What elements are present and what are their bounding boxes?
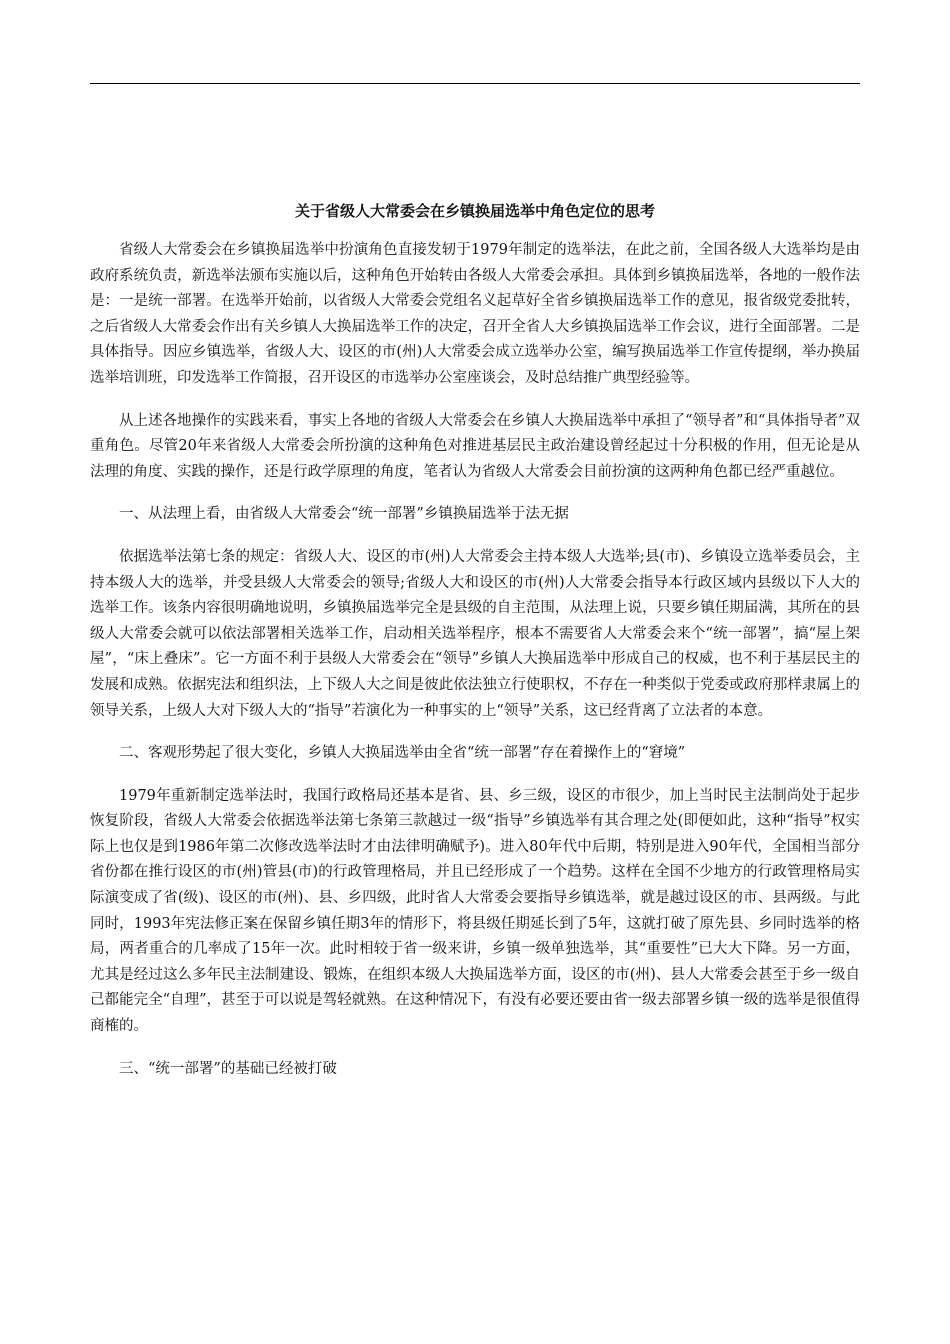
document-body bbox=[90, 238, 860, 1099]
section-heading-1: 一、从法理上看，由省级人大常委会“统一部署”乡镇换届选举于法无据 bbox=[119, 506, 569, 523]
paragraph-argument: 从上述各地操作的实践来看，事实上各地的省级人大常委会在乡镇人大换届选举中承担了“领导者”和“具体指导者”双重角色。尽管20年来省级人大常委会所扮演的这种角色对推进基层民主政治建设曾经起过十分积极的作用，但无论是从法理的角度、实践的操作，还是行政学原理的角度，笔者认为省级人大常委会目前扮演的这两种角色都已经严重越位。 bbox=[90, 412, 860, 480]
document-title: 关于省级人大常委会在乡镇换届选举中角色定位的思考 bbox=[294, 202, 655, 220]
section-heading-3: 三、“统一部署”的基础已经被打破 bbox=[119, 1060, 337, 1077]
section-heading-2: 二、客观形势起了很大变化，乡镇人大换届选举由全省“统一部署”存在着操作上的“窘境” bbox=[119, 745, 686, 762]
header-rule bbox=[90, 83, 860, 84]
paragraph-section-2: 1979年重新制定选举法时，我国行政格局还基本是省、县、乡三级，设区的市很少，加上当时民主法制尚处于起步恢复阶段，省级人大常委会依据选举法第七条第三款越过一级“指导”乡镇选举有其合理之处(即便如此，这种“指导”权实际上也仅是到1986年第二次修改选举法时才由法律明确赋予)。进入80年代中后期，特别是进入90年代，全国相当部分省份都在推行设区的市(州)管县(市)的行政管理格局，并且已经形成了一个趋势。这样在全国不少地方的行政管理格局实际演变成了省(级)、设区的市(州)、县、乡四级，此时省人大常委会要指导乡镇选举，就是越过设区的市、县两级。与此同时，1993年宪法修正案在保留乡镇任期3年的情形下，将县级任期延长到了5年，这就打破了原先县、乡同时选举的格局，两者重合的几率成了15年一次。此时相较于省一级来讲，乡镇一级单独选举，其“重要性”已大大下降。另一方面，尤其是经过这么多年民主法制建设、锻炼，在组织本级人大换届选举方面，设区的市(州)、县人大常委会甚至于乡一级自己都能完全“自理”，甚至于可以说是驾轻就熟。在这种情况下，有没有必要还要由省一级去部署乡镇一级的选举是很值得商榷的。 bbox=[90, 787, 860, 1035]
paragraph-section-1: 依据选举法第七条的规定：省级人大、设区的市(州)人大常委会主持本级人大选举;县(市)、乡镇设立选举委员会，主持本级人大的选举，并受县级人大常委会的领导;省级人大和设区的市(州)人大常委会指导本行政区域内县级以下人大的选举工作。该条内容很明确地说明，乡镇换届选举完全是县级的自主范围，从法理上说，只要乡镇任期届满，其所在的县级人大常委会就可以依法部署相关选举工作，启动相关选举程序，根本不需要省人大常委会来个“统一部署”，搞“屋上架屋”，“床上叠床”。它一方面不利于县级人大常委会在“领导”乡镇人大换届选举中形成自己的权威，也不利于基层民主的发展和成熟。依据宪法和组织法，上下级人大之间是彼此依法独立行使职权，不存在一种类似于党委或政府那样隶属上的领导关系，上级人大对下级人大的“指导”若演化为一种事实的上“领导”关系，这已经背离了立法者的本意。 bbox=[90, 548, 860, 719]
paragraph-intro: 省级人大常委会在乡镇换届选举中扮演角色直接发轫于1979年制定的选举法，在此之前，全国各级人大选举均是由政府系统负责，新选举法颁布实施以后，这种角色开始转由各级人大常委会承担。具体到乡镇换届选举，各地的一般作法是：一是统一部署。在选举开始前，以省级人大常委会党组名义起草好全省乡镇换届选举工作的意见，报省级党委批转，之后省级人大常委会作出有关乡镇人大换届选举工作的决定，召开全省人大乡镇换届选举工作会议，进行全面部署。二是具体指导。因应乡镇选举，省级人大、设区的市(州)人大常委会成立选举办公室，编写换届选举工作宣传提纲，举办换届选举培训班，印发选举工作简报，召开设区的市选举办公室座谈会，及时总结推广典型经验等。 bbox=[90, 242, 860, 386]
